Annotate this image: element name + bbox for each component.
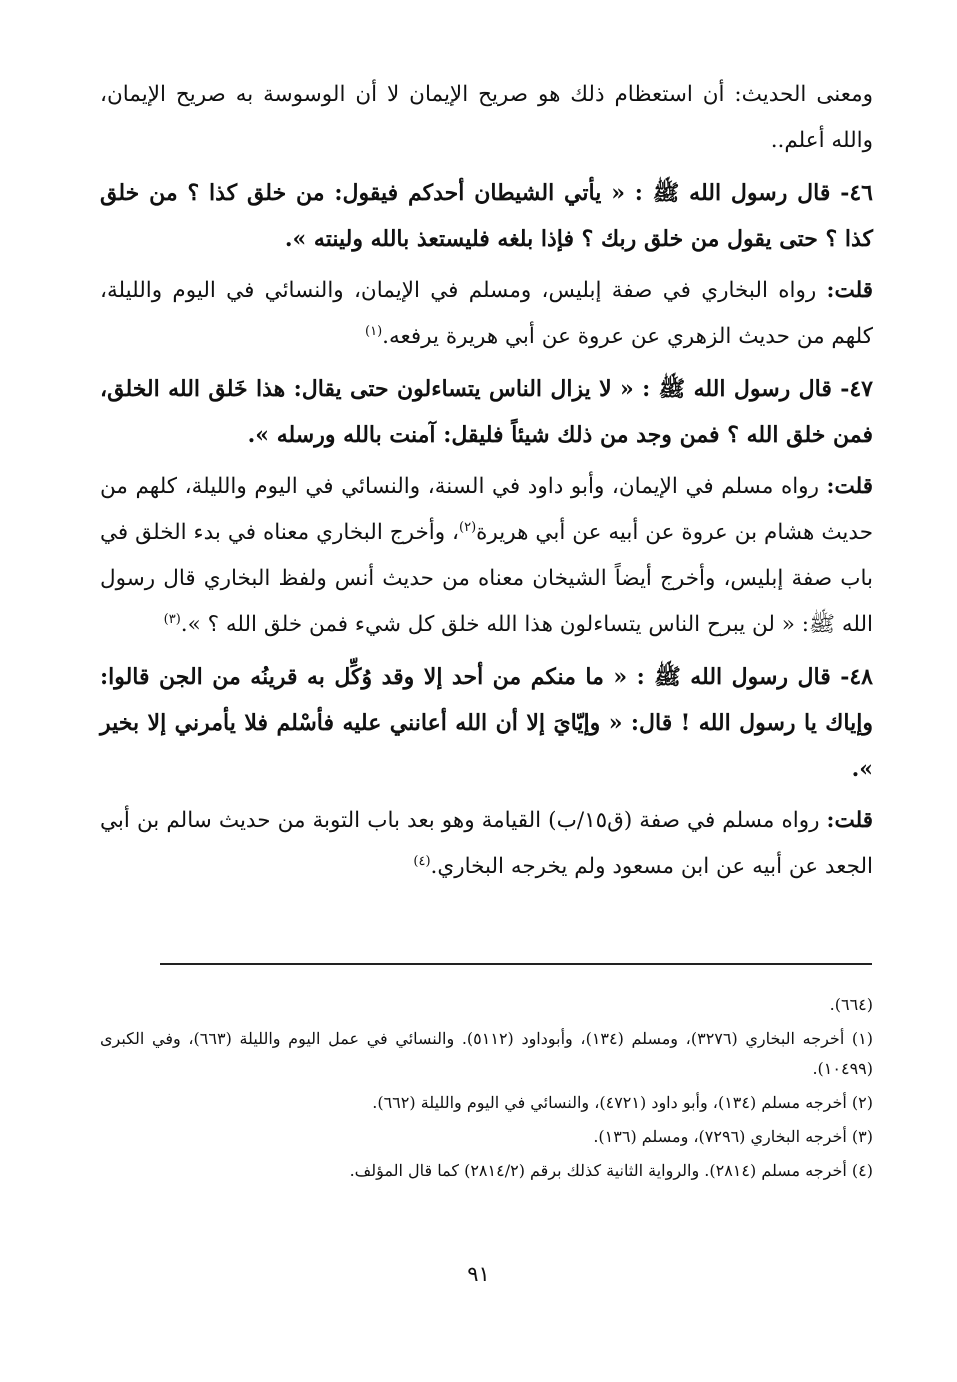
hadith-47-commentary	[100, 464, 873, 648]
commentary-text-part2: ، وأخرج البخاري معناه في بدء الخلق في باب صفة إبليس، وأخرج أيضاً الشيخان معناه من حديث أنس ولفظ البخاري قال رسول الله ﷺ: « لن يبرح الناس يتساءلون هذا الله خلق كل شيء فمن خلق الله ؟ ».	[100, 520, 873, 637]
commentary-lead: قلت:	[826, 474, 873, 499]
hadith-46-commentary	[100, 268, 873, 360]
commentary-text: رواه مسلم في صفة (ق١٥/ب) القيامة وهو بعد باب التوبة من حديث سالم بن أبي الجعد عن أبيه عن ابن مسعود ولم يخرجه البخاري.	[100, 808, 873, 879]
hadith-46-heading: ٤٦- قال رسول الله ﷺ : « يأتي الشيطان أحدكم فيقول: من خلق كذا ؟ من خلق كذا ؟ حتى يقول من خلق ربك ؟ فإذا بلغه فليستعذ بالله ولينته ».	[100, 180, 873, 252]
hadith-48-commentary	[100, 798, 873, 890]
commentary-lead: قلت:	[826, 278, 873, 303]
hadith-47-heading: ٤٧- قال رسول الله ﷺ : « لا يزال الناس يتساءلون حتى يقال: هذا خَلق الله الخلق، فمن خلق الله ؟ فمن وجد من ذلك شيئاً فليقل: آمنت بالله ورسله ».	[100, 376, 873, 448]
commentary-text-part1: رواه مسلم في الإيمان، وأبو داود في السنة، والنسائي في اليوم والليلة، كلهم من حديث هشام بن عروة عن أبيه عن أبي هريرة	[100, 474, 873, 545]
commentary-lead: قلت:	[826, 808, 873, 833]
main-text	[100, 72, 873, 896]
footnote-ref-2: (٢)	[459, 519, 477, 535]
footnote-1: (١) أخرجه البخاري (٣٢٧٦)، ومسلم (١٣٤)، وأبوداود (٥١١٢). والنسائي في عمل اليوم والليلة (٦٦٣)، وفي الكبرى (١٠٤٩٩).	[100, 1029, 874, 1078]
footnote-ref-4: (٤)	[413, 853, 431, 869]
intro-paragraph: ومعنى الحديث: أن استعظام ذلك هو صريح الإيمان لا أن الوسوسة به صريح الإيمان، والله أعلم..	[100, 82, 873, 153]
commentary-text: رواه البخاري في صفة إبليس، ومسلم في الإيمان، والنسائي في اليوم والليلة، كلهم من حديث الزهري عن عروة عن أبي هريرة يرفعه.	[100, 278, 873, 349]
footnote-ref-1: (١)	[365, 323, 383, 339]
footnote-continuation: (٦٦٤).	[829, 995, 873, 1014]
hadith-48-heading: ٤٨- قال رسول الله ﷺ : « ما منكم من أحد إلا وقد وُكِّل به قرينُه من الجن قالوا: وإياك يا رسول الله ! قال: « وإيّايَ إلا أن الله أعانني عليه فأسْلم فلا يأمرني إلا بخير ».	[100, 664, 873, 782]
footnotes	[100, 990, 873, 1190]
footnote-divider	[160, 963, 872, 965]
footnote-2: (٢) أخرجه مسلم (١٣٤)، وأبو داود (٤٧٢١)، والنسائي في اليوم والليلة (٦٦٢).	[372, 1093, 873, 1112]
page-number: ٩١	[467, 1262, 490, 1286]
footnote-4: (٤) أخرجه مسلم (٢٨١٤). والرواية الثانية كذلك برقم (٢٨١٤/٢) كما قال المؤلف.	[349, 1161, 873, 1180]
footnote-3: (٣) أخرجه البخاري (٧٢٩٦)، ومسلم (١٣٦).	[593, 1127, 873, 1146]
footnote-ref-3: (٣)	[163, 611, 181, 627]
